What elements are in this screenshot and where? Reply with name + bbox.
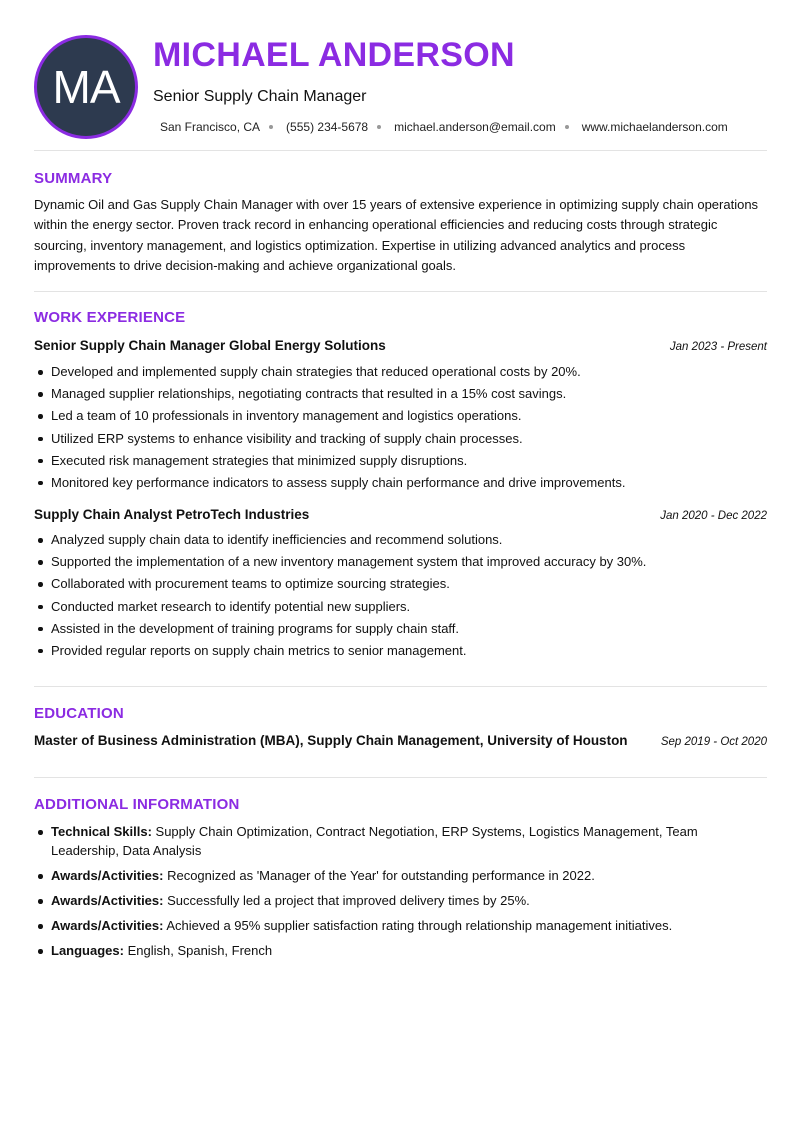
- avatar: [34, 35, 138, 139]
- job-header: [34, 507, 767, 522]
- list-item: Led a team of 10 professionals in inventory management and logistics operations.: [34, 406, 764, 425]
- list-item: Developed and implemented supply chain strategies that reduced operational costs by 20%.: [34, 362, 764, 381]
- list-item: Provided regular reports on supply chain metrics to senior management.: [34, 641, 764, 660]
- avatar-initials: MA: [52, 61, 120, 113]
- contact-info: [160, 120, 728, 134]
- divider: [34, 291, 767, 292]
- divider: [34, 686, 767, 687]
- list-item: Assisted in the development of training programs for supply chain staff.: [34, 619, 764, 638]
- list-item: Executed risk management strategies that minimized supply disruptions.: [34, 451, 764, 470]
- list-item: [34, 941, 764, 960]
- item-text: Successfully led a project that improved delivery times by 25%.: [163, 893, 530, 908]
- item-text: Recognized as 'Manager of the Year' for outstanding performance in 2022.: [163, 868, 595, 883]
- list-item: Analyzed supply chain data to identify inefficiencies and recommend solutions.: [34, 530, 764, 549]
- list-item: Collaborated with procurement teams to optimize sourcing strategies.: [34, 574, 764, 593]
- list-item: Monitored key performance indicators to assess supply chain performance and drive improvements.: [34, 473, 764, 492]
- list-item: [34, 866, 764, 885]
- work-experience-heading: WORK EXPERIENCE: [34, 309, 186, 326]
- job-title: Senior Supply Chain Manager Global Energy Solutions: [34, 338, 386, 353]
- item-label: Languages:: [51, 943, 124, 958]
- list-item: Managed supplier relationships, negotiating contracts that resulted in a 15% cost savings.: [34, 384, 764, 403]
- contact-phone: (555) 234-5678: [286, 120, 369, 134]
- list-item: Supported the implementation of a new inventory management system that improved accuracy by 30%.: [34, 552, 764, 571]
- contact-location: San Francisco, CA: [160, 120, 261, 134]
- item-label: Awards/Activities:: [51, 868, 164, 883]
- education-dates: Sep 2019 - Oct 2020: [660, 736, 767, 748]
- list-item: [34, 822, 764, 860]
- contact-email[interactable]: michael.anderson@email.com: [394, 120, 556, 134]
- list-item: Conducted market research to identify potential new suppliers.: [34, 597, 764, 616]
- item-label: Technical Skills:: [51, 824, 152, 839]
- item-text: Supply Chain Optimization, Contract Negotiation, ERP Systems, Logistics Management, Team Leadership, Data Analysis: [51, 824, 698, 858]
- item-label: Awards/Activities:: [51, 893, 164, 908]
- candidate-title: Senior Supply Chain Manager: [153, 88, 367, 105]
- job-header: [34, 338, 767, 353]
- item-text: English, Spanish, French: [123, 943, 273, 958]
- list-item: Utilized ERP systems to enhance visibility and tracking of supply chain processes.: [34, 429, 764, 448]
- job-dates: Jan 2020 - Dec 2022: [660, 510, 767, 522]
- summary-heading: SUMMARY: [34, 170, 113, 187]
- list-item: [34, 916, 764, 935]
- job-title: Supply Chain Analyst PetroTech Industries: [34, 507, 310, 522]
- separator-dot: [269, 125, 273, 129]
- item-label: Awards/Activities:: [51, 918, 164, 933]
- separator-dot: [565, 125, 569, 129]
- job-bullets: [34, 530, 764, 663]
- education-heading: EDUCATION: [34, 705, 124, 722]
- separator-dot: [377, 125, 381, 129]
- education-entry: [34, 733, 767, 748]
- candidate-name: MICHAEL ANDERSON: [153, 36, 515, 74]
- divider: [34, 777, 767, 778]
- job-bullets: [34, 362, 764, 495]
- additional-info-heading: ADDITIONAL INFORMATION: [34, 796, 240, 813]
- additional-info-list: [34, 822, 764, 966]
- list-item: [34, 891, 764, 910]
- divider: [34, 150, 767, 151]
- summary-text: Dynamic Oil and Gas Supply Chain Manager with over 15 years of extensive experience in optimizing supply chain operations within the energy sector. Proven track record in enhancing operational efficiencies and reducing costs through strategic sourcing, inventory management, and logistics optimization. Expertise in utilizing advanced analytics and process improvements to drive decision-making and achieve organizational goals.: [34, 197, 759, 273]
- job-dates: Jan 2023 - Present: [669, 341, 767, 353]
- contact-website[interactable]: www.michaelanderson.com: [581, 120, 728, 134]
- item-text: Achieved a 95% supplier satisfaction rating through relationship management initiatives.: [163, 918, 673, 933]
- degree: Master of Business Administration (MBA), Supply Chain Management, University of Houston: [34, 733, 628, 748]
